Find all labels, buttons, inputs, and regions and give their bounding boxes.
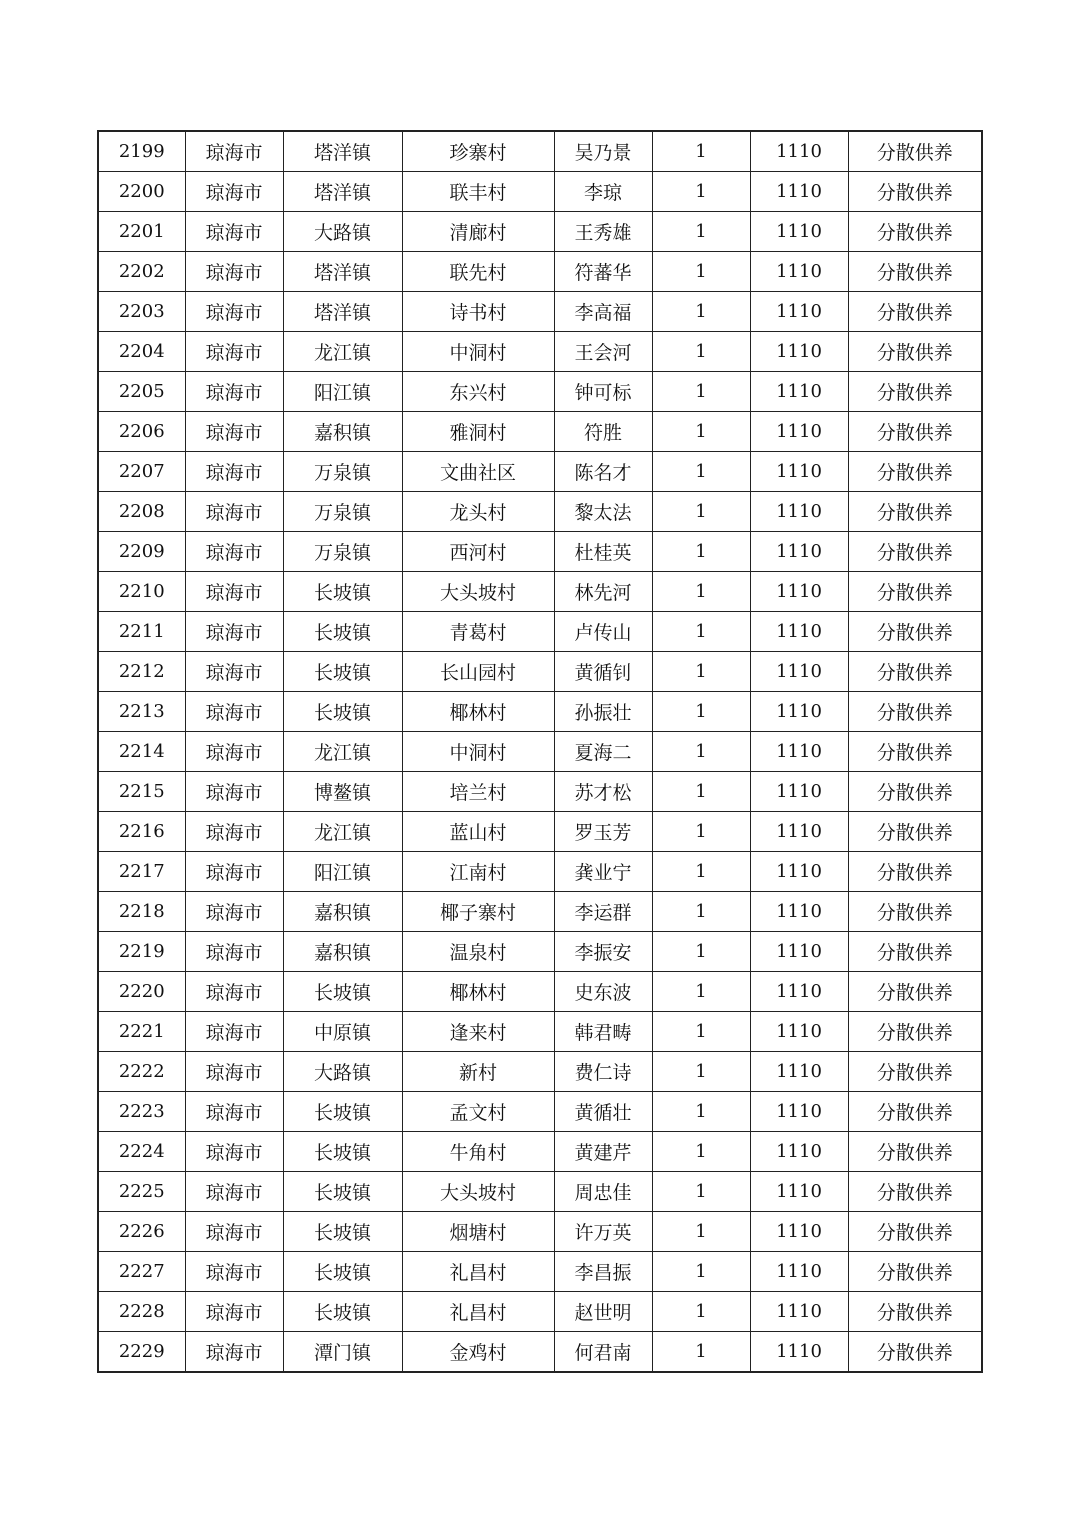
village-cell: 文曲社区	[402, 452, 554, 492]
amount-cell: 1110	[750, 732, 848, 772]
table-row	[98, 1052, 982, 1092]
amount-cell: 1110	[750, 1292, 848, 1332]
town-cell: 长坡镇	[283, 1212, 402, 1252]
name-cell: 孙振壮	[554, 692, 652, 732]
amount-cell: 1110	[750, 1092, 848, 1132]
support-type-cell: 分散供养	[848, 892, 982, 932]
name-cell: 费仁诗	[554, 1052, 652, 1092]
serial-number-cell: 2201	[98, 212, 185, 252]
amount-cell: 1110	[750, 572, 848, 612]
amount-cell: 1110	[750, 1332, 848, 1373]
town-cell: 大路镇	[283, 1052, 402, 1092]
count-cell: 1	[652, 492, 750, 532]
table-row	[98, 812, 982, 852]
town-cell: 龙江镇	[283, 812, 402, 852]
support-type-cell: 分散供养	[848, 732, 982, 772]
count-cell: 1	[652, 652, 750, 692]
count-cell: 1	[652, 372, 750, 412]
name-cell: 何君南	[554, 1332, 652, 1373]
village-cell: 椰林村	[402, 692, 554, 732]
village-cell: 逢来村	[402, 1012, 554, 1052]
amount-cell: 1110	[750, 292, 848, 332]
support-type-cell: 分散供养	[848, 252, 982, 292]
amount-cell: 1110	[750, 212, 848, 252]
name-cell: 韩君畴	[554, 1012, 652, 1052]
count-cell: 1	[652, 572, 750, 612]
town-cell: 塔洋镇	[283, 131, 402, 172]
support-type-cell: 分散供养	[848, 972, 982, 1012]
support-type-cell: 分散供养	[848, 492, 982, 532]
city-cell: 琼海市	[185, 372, 283, 412]
count-cell: 1	[652, 772, 750, 812]
count-cell: 1	[652, 612, 750, 652]
city-cell: 琼海市	[185, 772, 283, 812]
village-cell: 东兴村	[402, 372, 554, 412]
support-type-cell: 分散供养	[848, 332, 982, 372]
support-type-cell: 分散供养	[848, 372, 982, 412]
village-cell: 中洞村	[402, 732, 554, 772]
table-row	[98, 1172, 982, 1212]
town-cell: 嘉积镇	[283, 932, 402, 972]
village-cell: 椰子寨村	[402, 892, 554, 932]
city-cell: 琼海市	[185, 1092, 283, 1132]
count-cell: 1	[652, 1132, 750, 1172]
town-cell: 万泉镇	[283, 452, 402, 492]
town-cell: 潭门镇	[283, 1332, 402, 1373]
village-cell: 牛角村	[402, 1132, 554, 1172]
village-cell: 诗书村	[402, 292, 554, 332]
support-type-cell: 分散供养	[848, 812, 982, 852]
count-cell: 1	[652, 252, 750, 292]
table-row	[98, 1292, 982, 1332]
count-cell: 1	[652, 332, 750, 372]
serial-number-cell: 2222	[98, 1052, 185, 1092]
count-cell: 1	[652, 1012, 750, 1052]
town-cell: 长坡镇	[283, 692, 402, 732]
count-cell: 1	[652, 972, 750, 1012]
support-type-cell: 分散供养	[848, 932, 982, 972]
city-cell: 琼海市	[185, 1012, 283, 1052]
table-row	[98, 1252, 982, 1292]
name-cell: 李振安	[554, 932, 652, 972]
name-cell: 龚业宁	[554, 852, 652, 892]
name-cell: 李昌振	[554, 1252, 652, 1292]
count-cell: 1	[652, 131, 750, 172]
table-row	[98, 972, 982, 1012]
serial-number-cell: 2215	[98, 772, 185, 812]
name-cell: 罗玉芳	[554, 812, 652, 852]
amount-cell: 1110	[750, 131, 848, 172]
support-type-cell: 分散供养	[848, 692, 982, 732]
serial-number-cell: 2229	[98, 1332, 185, 1373]
count-cell: 1	[652, 532, 750, 572]
amount-cell: 1110	[750, 1212, 848, 1252]
name-cell: 苏才松	[554, 772, 652, 812]
support-type-cell: 分散供养	[848, 131, 982, 172]
name-cell: 李高福	[554, 292, 652, 332]
town-cell: 万泉镇	[283, 532, 402, 572]
table-row	[98, 292, 982, 332]
support-type-cell: 分散供养	[848, 1212, 982, 1252]
serial-number-cell: 2211	[98, 612, 185, 652]
city-cell: 琼海市	[185, 332, 283, 372]
town-cell: 长坡镇	[283, 1292, 402, 1332]
count-cell: 1	[652, 1252, 750, 1292]
village-cell: 雅洞村	[402, 412, 554, 452]
serial-number-cell: 2218	[98, 892, 185, 932]
serial-number-cell: 2213	[98, 692, 185, 732]
table-row	[98, 212, 982, 252]
amount-cell: 1110	[750, 492, 848, 532]
amount-cell: 1110	[750, 1252, 848, 1292]
table-row	[98, 852, 982, 892]
town-cell: 长坡镇	[283, 1132, 402, 1172]
village-cell: 青葛村	[402, 612, 554, 652]
city-cell: 琼海市	[185, 252, 283, 292]
support-type-cell: 分散供养	[848, 1332, 982, 1373]
amount-cell: 1110	[750, 332, 848, 372]
table-row	[98, 692, 982, 732]
amount-cell: 1110	[750, 612, 848, 652]
support-type-cell: 分散供养	[848, 612, 982, 652]
city-cell: 琼海市	[185, 1252, 283, 1292]
amount-cell: 1110	[750, 412, 848, 452]
table-row	[98, 1132, 982, 1172]
table-row	[98, 1212, 982, 1252]
city-cell: 琼海市	[185, 932, 283, 972]
city-cell: 琼海市	[185, 1052, 283, 1092]
serial-number-cell: 2223	[98, 1092, 185, 1132]
relief-recipient-table	[97, 130, 983, 1373]
name-cell: 王秀雄	[554, 212, 652, 252]
support-type-cell: 分散供养	[848, 652, 982, 692]
table-row	[98, 492, 982, 532]
name-cell: 黄循壮	[554, 1092, 652, 1132]
count-cell: 1	[652, 452, 750, 492]
city-cell: 琼海市	[185, 452, 283, 492]
count-cell: 1	[652, 1052, 750, 1092]
name-cell: 卢传山	[554, 612, 652, 652]
city-cell: 琼海市	[185, 572, 283, 612]
town-cell: 博鳌镇	[283, 772, 402, 812]
name-cell: 周忠佳	[554, 1172, 652, 1212]
name-cell: 吴乃景	[554, 131, 652, 172]
support-type-cell: 分散供养	[848, 1052, 982, 1092]
name-cell: 李运群	[554, 892, 652, 932]
support-type-cell: 分散供养	[848, 212, 982, 252]
village-cell: 金鸡村	[402, 1332, 554, 1373]
town-cell: 龙江镇	[283, 332, 402, 372]
serial-number-cell: 2204	[98, 332, 185, 372]
count-cell: 1	[652, 1172, 750, 1212]
city-cell: 琼海市	[185, 292, 283, 332]
table-row	[98, 652, 982, 692]
serial-number-cell: 2214	[98, 732, 185, 772]
town-cell: 万泉镇	[283, 492, 402, 532]
name-cell: 夏海二	[554, 732, 652, 772]
name-cell: 李琼	[554, 172, 652, 212]
city-cell: 琼海市	[185, 1212, 283, 1252]
town-cell: 长坡镇	[283, 612, 402, 652]
amount-cell: 1110	[750, 892, 848, 932]
village-cell: 联先村	[402, 252, 554, 292]
count-cell: 1	[652, 892, 750, 932]
city-cell: 琼海市	[185, 532, 283, 572]
amount-cell: 1110	[750, 1052, 848, 1092]
table-row	[98, 892, 982, 932]
serial-number-cell: 2220	[98, 972, 185, 1012]
support-type-cell: 分散供养	[848, 532, 982, 572]
town-cell: 嘉积镇	[283, 412, 402, 452]
city-cell: 琼海市	[185, 212, 283, 252]
support-type-cell: 分散供养	[848, 1172, 982, 1212]
document-page	[97, 130, 981, 1373]
village-cell: 新村	[402, 1052, 554, 1092]
town-cell: 长坡镇	[283, 1252, 402, 1292]
support-type-cell: 分散供养	[848, 452, 982, 492]
serial-number-cell: 2228	[98, 1292, 185, 1332]
amount-cell: 1110	[750, 372, 848, 412]
table-row	[98, 932, 982, 972]
name-cell: 王会河	[554, 332, 652, 372]
amount-cell: 1110	[750, 932, 848, 972]
city-cell: 琼海市	[185, 692, 283, 732]
amount-cell: 1110	[750, 1172, 848, 1212]
serial-number-cell: 2199	[98, 131, 185, 172]
serial-number-cell: 2221	[98, 1012, 185, 1052]
city-cell: 琼海市	[185, 652, 283, 692]
town-cell: 长坡镇	[283, 1092, 402, 1132]
name-cell: 黄建芹	[554, 1132, 652, 1172]
serial-number-cell: 2202	[98, 252, 185, 292]
count-cell: 1	[652, 1292, 750, 1332]
table-body	[98, 131, 982, 1372]
amount-cell: 1110	[750, 772, 848, 812]
table-row	[98, 252, 982, 292]
serial-number-cell: 2200	[98, 172, 185, 212]
city-cell: 琼海市	[185, 412, 283, 452]
town-cell: 塔洋镇	[283, 292, 402, 332]
table-row	[98, 412, 982, 452]
serial-number-cell: 2207	[98, 452, 185, 492]
village-cell: 温泉村	[402, 932, 554, 972]
count-cell: 1	[652, 212, 750, 252]
town-cell: 长坡镇	[283, 572, 402, 612]
village-cell: 大头坡村	[402, 1172, 554, 1212]
city-cell: 琼海市	[185, 172, 283, 212]
town-cell: 长坡镇	[283, 652, 402, 692]
count-cell: 1	[652, 812, 750, 852]
name-cell: 陈名才	[554, 452, 652, 492]
city-cell: 琼海市	[185, 1172, 283, 1212]
name-cell: 黎太法	[554, 492, 652, 532]
village-cell: 清廊村	[402, 212, 554, 252]
serial-number-cell: 2205	[98, 372, 185, 412]
amount-cell: 1110	[750, 1132, 848, 1172]
table-row	[98, 532, 982, 572]
city-cell: 琼海市	[185, 1132, 283, 1172]
amount-cell: 1110	[750, 1012, 848, 1052]
serial-number-cell: 2203	[98, 292, 185, 332]
town-cell: 大路镇	[283, 212, 402, 252]
village-cell: 中洞村	[402, 332, 554, 372]
city-cell: 琼海市	[185, 131, 283, 172]
table-row	[98, 1092, 982, 1132]
village-cell: 长山园村	[402, 652, 554, 692]
serial-number-cell: 2227	[98, 1252, 185, 1292]
town-cell: 嘉积镇	[283, 892, 402, 932]
count-cell: 1	[652, 292, 750, 332]
table-row	[98, 612, 982, 652]
table-row	[98, 572, 982, 612]
village-cell: 孟文村	[402, 1092, 554, 1132]
amount-cell: 1110	[750, 452, 848, 492]
name-cell: 史东波	[554, 972, 652, 1012]
serial-number-cell: 2210	[98, 572, 185, 612]
serial-number-cell: 2226	[98, 1212, 185, 1252]
serial-number-cell: 2212	[98, 652, 185, 692]
city-cell: 琼海市	[185, 612, 283, 652]
town-cell: 龙江镇	[283, 732, 402, 772]
city-cell: 琼海市	[185, 1332, 283, 1373]
support-type-cell: 分散供养	[848, 412, 982, 452]
village-cell: 联丰村	[402, 172, 554, 212]
serial-number-cell: 2209	[98, 532, 185, 572]
city-cell: 琼海市	[185, 492, 283, 532]
amount-cell: 1110	[750, 652, 848, 692]
serial-number-cell: 2219	[98, 932, 185, 972]
town-cell: 阳江镇	[283, 852, 402, 892]
table-row	[98, 372, 982, 412]
village-cell: 蓝山村	[402, 812, 554, 852]
town-cell: 长坡镇	[283, 1172, 402, 1212]
village-cell: 龙头村	[402, 492, 554, 532]
name-cell: 符胜	[554, 412, 652, 452]
serial-number-cell: 2206	[98, 412, 185, 452]
support-type-cell: 分散供养	[848, 1092, 982, 1132]
support-type-cell: 分散供养	[848, 572, 982, 612]
name-cell: 符蕃华	[554, 252, 652, 292]
city-cell: 琼海市	[185, 812, 283, 852]
village-cell: 烟塘村	[402, 1212, 554, 1252]
count-cell: 1	[652, 732, 750, 772]
count-cell: 1	[652, 1092, 750, 1132]
count-cell: 1	[652, 852, 750, 892]
village-cell: 培兰村	[402, 772, 554, 812]
town-cell: 长坡镇	[283, 972, 402, 1012]
village-cell: 西河村	[402, 532, 554, 572]
name-cell: 杜桂英	[554, 532, 652, 572]
count-cell: 1	[652, 172, 750, 212]
name-cell: 许万英	[554, 1212, 652, 1252]
support-type-cell: 分散供养	[848, 852, 982, 892]
city-cell: 琼海市	[185, 972, 283, 1012]
town-cell: 塔洋镇	[283, 172, 402, 212]
table-row	[98, 172, 982, 212]
count-cell: 1	[652, 1212, 750, 1252]
amount-cell: 1110	[750, 972, 848, 1012]
town-cell: 塔洋镇	[283, 252, 402, 292]
serial-number-cell: 2208	[98, 492, 185, 532]
table-row	[98, 732, 982, 772]
count-cell: 1	[652, 692, 750, 732]
village-cell: 椰林村	[402, 972, 554, 1012]
table-row	[98, 1012, 982, 1052]
town-cell: 中原镇	[283, 1012, 402, 1052]
name-cell: 黄循钊	[554, 652, 652, 692]
table-row	[98, 452, 982, 492]
amount-cell: 1110	[750, 252, 848, 292]
name-cell: 林先河	[554, 572, 652, 612]
amount-cell: 1110	[750, 692, 848, 732]
town-cell: 阳江镇	[283, 372, 402, 412]
amount-cell: 1110	[750, 852, 848, 892]
serial-number-cell: 2216	[98, 812, 185, 852]
count-cell: 1	[652, 932, 750, 972]
table-row	[98, 1332, 982, 1373]
village-cell: 江南村	[402, 852, 554, 892]
support-type-cell: 分散供养	[848, 772, 982, 812]
village-cell: 大头坡村	[402, 572, 554, 612]
city-cell: 琼海市	[185, 892, 283, 932]
village-cell: 珍寨村	[402, 131, 554, 172]
support-type-cell: 分散供养	[848, 1252, 982, 1292]
village-cell: 礼昌村	[402, 1292, 554, 1332]
city-cell: 琼海市	[185, 852, 283, 892]
city-cell: 琼海市	[185, 1292, 283, 1332]
amount-cell: 1110	[750, 812, 848, 852]
table-row	[98, 772, 982, 812]
count-cell: 1	[652, 412, 750, 452]
amount-cell: 1110	[750, 532, 848, 572]
support-type-cell: 分散供养	[848, 1292, 982, 1332]
name-cell: 钟可标	[554, 372, 652, 412]
amount-cell: 1110	[750, 172, 848, 212]
support-type-cell: 分散供养	[848, 292, 982, 332]
table-row	[98, 332, 982, 372]
support-type-cell: 分散供养	[848, 1132, 982, 1172]
serial-number-cell: 2217	[98, 852, 185, 892]
table-row	[98, 131, 982, 172]
support-type-cell: 分散供养	[848, 172, 982, 212]
serial-number-cell: 2224	[98, 1132, 185, 1172]
support-type-cell: 分散供养	[848, 1012, 982, 1052]
city-cell: 琼海市	[185, 732, 283, 772]
serial-number-cell: 2225	[98, 1172, 185, 1212]
village-cell: 礼昌村	[402, 1252, 554, 1292]
count-cell: 1	[652, 1332, 750, 1373]
name-cell: 赵世明	[554, 1292, 652, 1332]
